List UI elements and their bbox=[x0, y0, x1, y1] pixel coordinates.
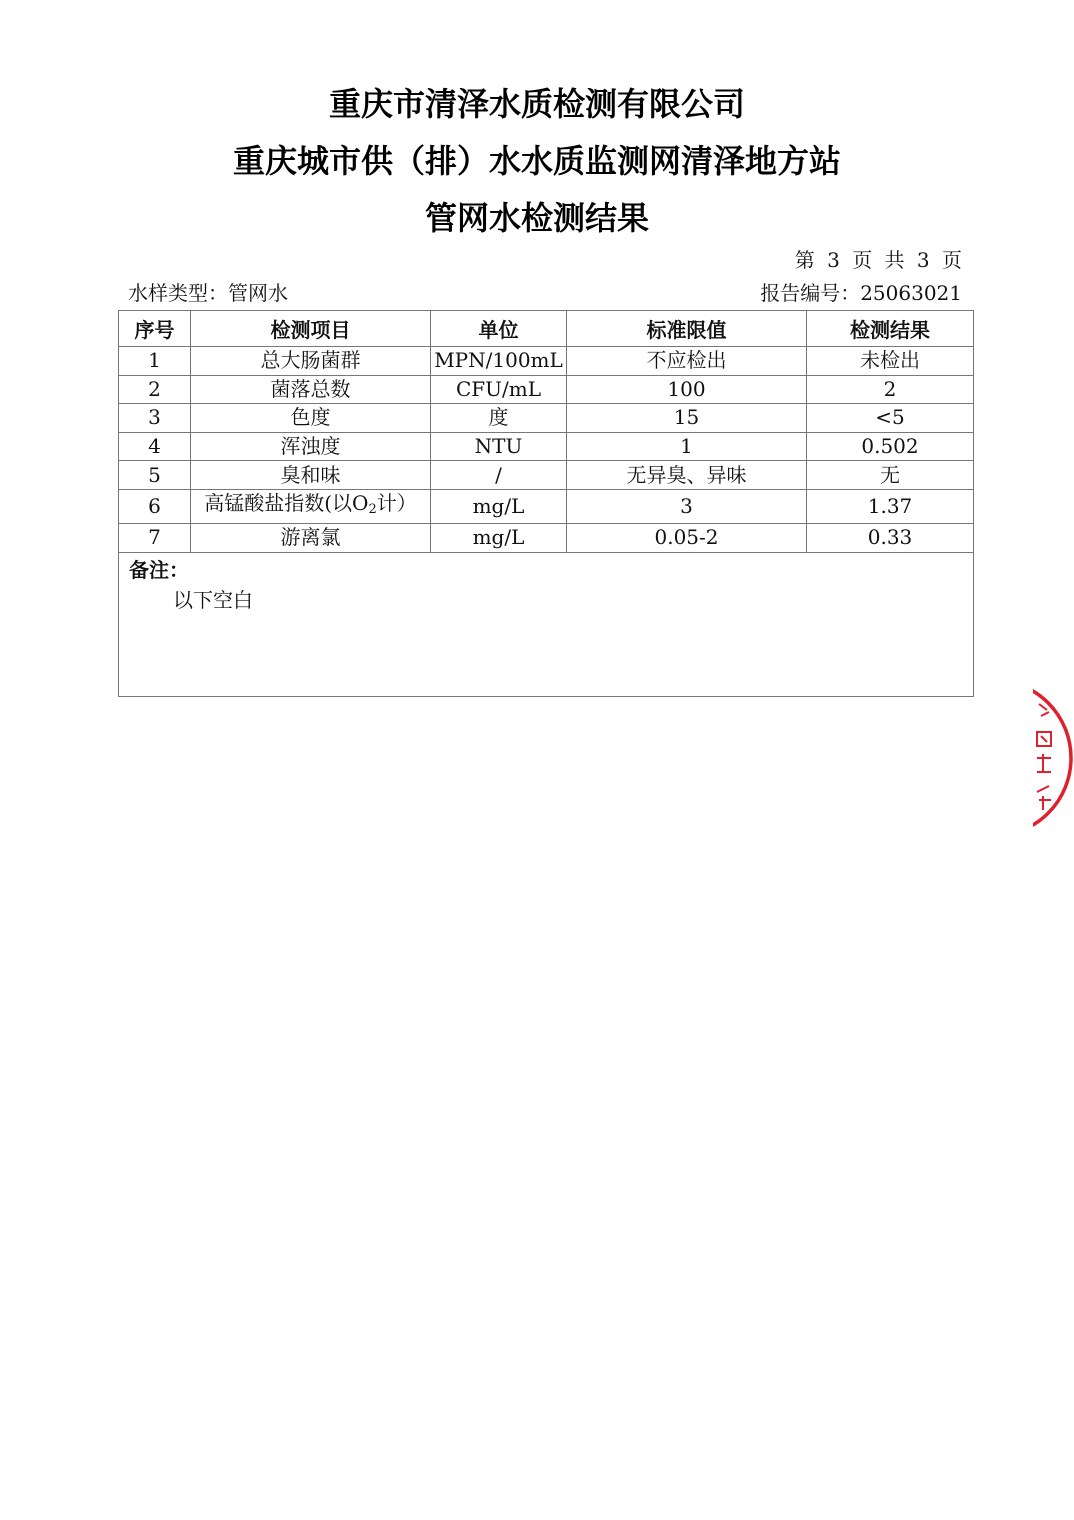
col-header-limit: 标准限值 bbox=[567, 311, 807, 347]
seal-glyph-2 bbox=[1037, 732, 1051, 746]
cell-no: 7 bbox=[119, 523, 191, 552]
cell-item: 菌落总数 bbox=[191, 375, 431, 404]
company-seal-stamp bbox=[1033, 676, 1074, 840]
results-table bbox=[118, 310, 974, 697]
cell-unit: / bbox=[431, 461, 567, 490]
seal-icon bbox=[1033, 676, 1074, 840]
sample-type: 水样类型：管网水 bbox=[128, 281, 288, 305]
cell-item: 臭和味 bbox=[191, 461, 431, 490]
cell-item: 游离氯 bbox=[191, 523, 431, 552]
cell-no: 5 bbox=[119, 461, 191, 490]
cell-result: 2 bbox=[807, 375, 974, 404]
table-row bbox=[119, 461, 974, 490]
cell-limit: 0.05-2 bbox=[567, 523, 807, 552]
table-row bbox=[119, 523, 974, 552]
table-header-row bbox=[119, 311, 974, 347]
remarks-label: 备注： bbox=[129, 557, 189, 582]
cell-limit: 不应检出 bbox=[567, 347, 807, 376]
cell-no: 6 bbox=[119, 489, 191, 523]
cell-limit: 3 bbox=[567, 489, 807, 523]
cell-item bbox=[191, 489, 431, 523]
cell-result: 0.33 bbox=[807, 523, 974, 552]
col-header-result: 检测结果 bbox=[807, 311, 974, 347]
seal-glyph-3 bbox=[1037, 754, 1051, 772]
cell-unit: CFU/mL bbox=[431, 375, 567, 404]
company-title: 重庆市清泽水质检测有限公司 bbox=[328, 85, 745, 123]
col-header-no: 序号 bbox=[119, 311, 191, 347]
cell-limit: 15 bbox=[567, 404, 807, 433]
cell-limit: 1 bbox=[567, 432, 807, 461]
cell-item: 总大肠菌群 bbox=[191, 347, 431, 376]
table-row bbox=[119, 375, 974, 404]
report-title: 管网水检测结果 bbox=[424, 199, 649, 237]
cell-item-main: 高锰酸盐指数(以O bbox=[204, 490, 369, 515]
cell-unit: mg/L bbox=[431, 523, 567, 552]
cell-item-tail: 计） bbox=[376, 490, 417, 515]
cell-unit: mg/L bbox=[431, 489, 567, 523]
col-header-unit: 单位 bbox=[431, 311, 567, 347]
cell-no: 1 bbox=[119, 347, 191, 376]
cell-result: 无 bbox=[807, 461, 974, 490]
cell-no: 3 bbox=[119, 404, 191, 433]
cell-no: 4 bbox=[119, 432, 191, 461]
remarks-row bbox=[119, 552, 974, 696]
table-row bbox=[119, 489, 974, 523]
remarks-cell bbox=[119, 552, 974, 696]
cell-result: 未检出 bbox=[807, 347, 974, 376]
table-row bbox=[119, 432, 974, 461]
cell-limit: 100 bbox=[567, 375, 807, 404]
page-info: 第 3 页 共 3 页 bbox=[794, 248, 962, 272]
remarks-text: 以下空白 bbox=[173, 587, 253, 612]
cell-unit: 度 bbox=[431, 404, 567, 433]
cell-item: 浑浊度 bbox=[191, 432, 431, 461]
cell-result: 1.37 bbox=[807, 489, 974, 523]
station-title: 重庆城市供（排）水水质监测网清泽地方站 bbox=[232, 142, 841, 180]
table-row bbox=[119, 404, 974, 433]
col-header-item: 检测项目 bbox=[191, 311, 431, 347]
report-number: 报告编号：25063021 bbox=[760, 281, 962, 305]
cell-result: <5 bbox=[807, 404, 974, 433]
cell-no: 2 bbox=[119, 375, 191, 404]
seal-glyph-1 bbox=[1039, 704, 1049, 716]
cell-unit: NTU bbox=[431, 432, 567, 461]
cell-item-subscript: 2 bbox=[368, 501, 377, 517]
seal-glyph-4 bbox=[1037, 786, 1051, 810]
cell-result: 0.502 bbox=[807, 432, 974, 461]
table-row bbox=[119, 347, 974, 376]
cell-unit: MPN/100mL bbox=[431, 347, 567, 376]
cell-item: 色度 bbox=[191, 404, 431, 433]
cell-limit: 无异臭、异味 bbox=[567, 461, 807, 490]
